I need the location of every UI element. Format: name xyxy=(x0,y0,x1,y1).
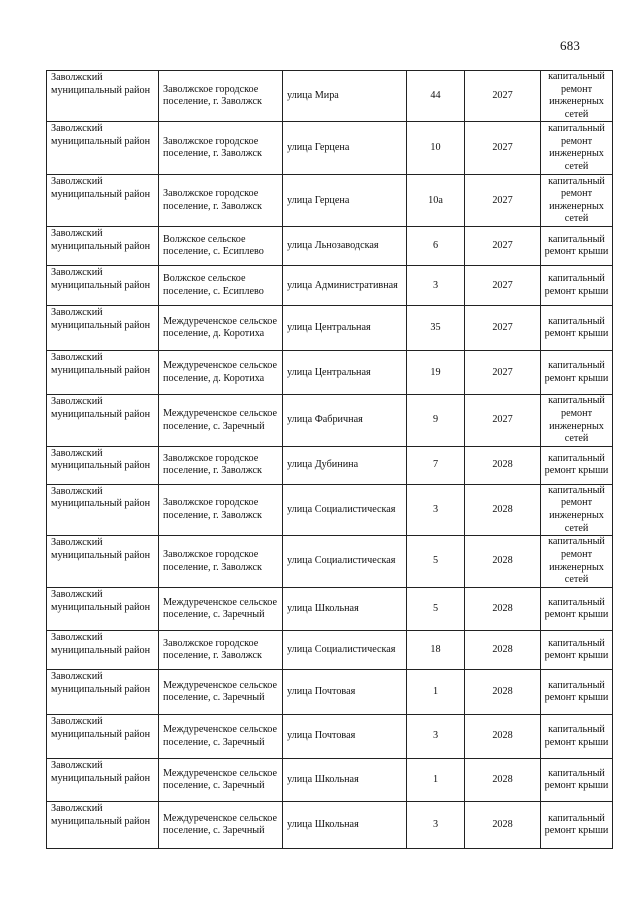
house-number-cell: 7 xyxy=(407,446,465,484)
district-cell: Заволжский муниципальный район xyxy=(47,306,159,351)
year-cell: 2027 xyxy=(465,395,541,446)
year-cell: 2027 xyxy=(465,227,541,266)
page-number: 683 xyxy=(560,38,581,53)
settlement-cell: Заволжское городское поселение, г. Заволжск xyxy=(159,631,283,670)
street-cell: улица Школьная xyxy=(283,588,407,631)
work-type-cell: капитальный ремонт инженерных сетей xyxy=(541,484,613,535)
work-type-cell: капитальный ремонт инженерных сетей xyxy=(541,395,613,446)
street-cell: улица Льнозаводская xyxy=(283,227,407,266)
settlement-cell: Заволжское городское поселение, г. Заволжск xyxy=(159,446,283,484)
year-cell: 2028 xyxy=(465,631,541,670)
settlement-cell: Междуреченское сельское поселение, с. Заречный xyxy=(159,395,283,446)
year-cell: 2028 xyxy=(465,715,541,759)
settlement-cell: Заволжское городское поселение, г. Заволжск xyxy=(159,536,283,588)
year-cell: 2027 xyxy=(465,306,541,351)
settlement-cell: Междуреченское сельское поселение, с. Заречный xyxy=(159,588,283,631)
table-row xyxy=(47,484,613,535)
house-number-cell: 10а xyxy=(407,175,465,227)
house-number-cell: 9 xyxy=(407,395,465,446)
year-cell: 2027 xyxy=(465,71,541,122)
work-type-cell: капитальный ремонт инженерных сетей xyxy=(541,71,613,122)
street-cell: улица Герцена xyxy=(283,175,407,227)
street-cell: улица Центральная xyxy=(283,306,407,351)
work-type-cell: капитальный ремонт инженерных сетей xyxy=(541,175,613,227)
work-type-cell: капитальный ремонт крыши xyxy=(541,715,613,759)
table-row xyxy=(47,227,613,266)
district-cell: Заволжский муниципальный район xyxy=(47,484,159,535)
house-number-cell: 5 xyxy=(407,588,465,631)
settlement-cell: Волжское сельское поселение, с. Есиплево xyxy=(159,227,283,266)
house-number-cell: 44 xyxy=(407,71,465,122)
work-type-cell: капитальный ремонт крыши xyxy=(541,446,613,484)
table-row xyxy=(47,122,613,175)
settlement-cell: Междуреченское сельское поселение, с. Заречный xyxy=(159,759,283,802)
district-cell: Заволжский муниципальный район xyxy=(47,351,159,395)
year-cell: 2028 xyxy=(465,536,541,588)
work-type-cell: капитальный ремонт крыши xyxy=(541,266,613,306)
street-cell: улица Фабричная xyxy=(283,395,407,446)
street-cell: улица Социалистическая xyxy=(283,484,407,535)
house-number-cell: 35 xyxy=(407,306,465,351)
district-cell: Заволжский муниципальный район xyxy=(47,670,159,715)
table-row xyxy=(47,266,613,306)
table-row xyxy=(47,715,613,759)
district-cell: Заволжский муниципальный район xyxy=(47,122,159,175)
district-cell: Заволжский муниципальный район xyxy=(47,715,159,759)
district-cell: Заволжский муниципальный район xyxy=(47,588,159,631)
street-cell: улица Социалистическая xyxy=(283,536,407,588)
settlement-cell: Междуреченское сельское поселение, с. Заречный xyxy=(159,715,283,759)
year-cell: 2028 xyxy=(465,484,541,535)
house-number-cell: 3 xyxy=(407,266,465,306)
house-number-cell: 10 xyxy=(407,122,465,175)
street-cell: улица Дубинина xyxy=(283,446,407,484)
house-number-cell: 1 xyxy=(407,670,465,715)
street-cell: улица Мира xyxy=(283,71,407,122)
housing-repair-table xyxy=(46,70,613,849)
street-cell: улица Почтовая xyxy=(283,670,407,715)
year-cell: 2027 xyxy=(465,351,541,395)
year-cell: 2027 xyxy=(465,175,541,227)
house-number-cell: 19 xyxy=(407,351,465,395)
work-type-cell: капитальный ремонт инженерных сетей xyxy=(541,122,613,175)
table-row xyxy=(47,351,613,395)
year-cell: 2027 xyxy=(465,266,541,306)
house-number-cell: 3 xyxy=(407,484,465,535)
district-cell: Заволжский муниципальный район xyxy=(47,227,159,266)
settlement-cell: Заволжское городское поселение, г. Заволжск xyxy=(159,484,283,535)
year-cell: 2028 xyxy=(465,446,541,484)
district-cell: Заволжский муниципальный район xyxy=(47,802,159,849)
street-cell: улица Школьная xyxy=(283,759,407,802)
district-cell: Заволжский муниципальный район xyxy=(47,71,159,122)
district-cell: Заволжский муниципальный район xyxy=(47,446,159,484)
table-body xyxy=(47,71,613,849)
district-cell: Заволжский муниципальный район xyxy=(47,759,159,802)
district-cell: Заволжский муниципальный район xyxy=(47,175,159,227)
table-row xyxy=(47,446,613,484)
settlement-cell: Заволжское городское поселение, г. Заволжск xyxy=(159,71,283,122)
table-row xyxy=(47,175,613,227)
district-cell: Заволжский муниципальный район xyxy=(47,631,159,670)
house-number-cell: 3 xyxy=(407,715,465,759)
year-cell: 2028 xyxy=(465,802,541,849)
year-cell: 2028 xyxy=(465,759,541,802)
table-row xyxy=(47,395,613,446)
work-type-cell: капитальный ремонт крыши xyxy=(541,759,613,802)
district-cell: Заволжский муниципальный район xyxy=(47,536,159,588)
street-cell: улица Административная xyxy=(283,266,407,306)
work-type-cell: капитальный ремонт крыши xyxy=(541,351,613,395)
table-row xyxy=(47,802,613,849)
settlement-cell: Междуреченское сельское поселение, д. Коротиха xyxy=(159,351,283,395)
table-row xyxy=(47,631,613,670)
district-cell: Заволжский муниципальный район xyxy=(47,395,159,446)
table-row xyxy=(47,588,613,631)
table-row xyxy=(47,536,613,588)
street-cell: улица Центральная xyxy=(283,351,407,395)
work-type-cell: капитальный ремонт крыши xyxy=(541,670,613,715)
settlement-cell: Междуреченское сельское поселение, д. Коротиха xyxy=(159,306,283,351)
settlement-cell: Междуреченское сельское поселение, с. Заречный xyxy=(159,802,283,849)
work-type-cell: капитальный ремонт крыши xyxy=(541,227,613,266)
house-number-cell: 18 xyxy=(407,631,465,670)
house-number-cell: 1 xyxy=(407,759,465,802)
year-cell: 2028 xyxy=(465,588,541,631)
work-type-cell: капитальный ремонт крыши xyxy=(541,306,613,351)
table-row xyxy=(47,670,613,715)
house-number-cell: 3 xyxy=(407,802,465,849)
year-cell: 2027 xyxy=(465,122,541,175)
house-number-cell: 6 xyxy=(407,227,465,266)
district-cell: Заволжский муниципальный район xyxy=(47,266,159,306)
work-type-cell: капитальный ремонт крыши xyxy=(541,588,613,631)
house-number-cell: 5 xyxy=(407,536,465,588)
street-cell: улица Герцена xyxy=(283,122,407,175)
street-cell: улица Почтовая xyxy=(283,715,407,759)
settlement-cell: Волжское сельское поселение, с. Есиплево xyxy=(159,266,283,306)
work-type-cell: капитальный ремонт инженерных сетей xyxy=(541,536,613,588)
street-cell: улица Школьная xyxy=(283,802,407,849)
settlement-cell: Заволжское городское поселение, г. Заволжск xyxy=(159,122,283,175)
street-cell: улица Социалистическая xyxy=(283,631,407,670)
table-row xyxy=(47,71,613,122)
work-type-cell: капитальный ремонт крыши xyxy=(541,631,613,670)
work-type-cell: капитальный ремонт крыши xyxy=(541,802,613,849)
year-cell: 2028 xyxy=(465,670,541,715)
settlement-cell: Заволжское городское поселение, г. Заволжск xyxy=(159,175,283,227)
settlement-cell: Междуреченское сельское поселение, с. Заречный xyxy=(159,670,283,715)
table-row xyxy=(47,759,613,802)
table-row xyxy=(47,306,613,351)
